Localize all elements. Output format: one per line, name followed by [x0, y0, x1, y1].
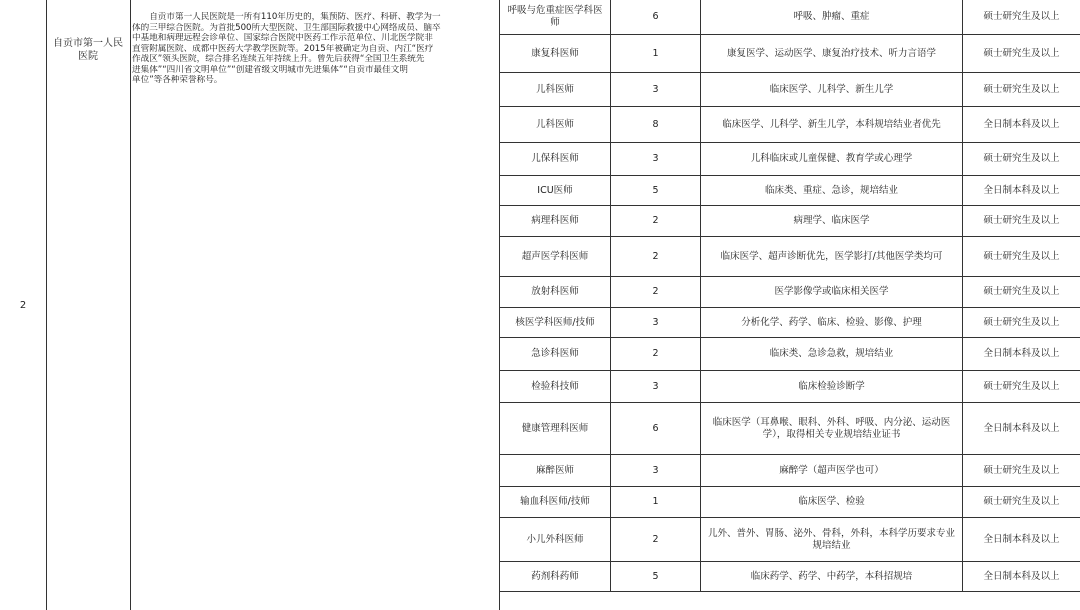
position-count: 1: [652, 47, 659, 59]
position-education: 硕士研究生及以上: [983, 286, 1060, 297]
cell-divider: [610, 107, 611, 142]
cell-divider: [610, 176, 611, 205]
position-title: 康复科医师: [531, 47, 579, 59]
cell-divider: [700, 0, 701, 34]
cell-divider: [700, 143, 701, 175]
cell-divider: [962, 487, 963, 517]
cell-divider: [610, 308, 611, 337]
position-title: 输血科医师/技师: [520, 496, 590, 507]
table-row: [500, 35, 1080, 73]
table-row: [500, 176, 1080, 206]
position-count: 5: [652, 570, 659, 582]
position-count: 3: [652, 464, 659, 476]
position-title: 核医学科医师/技师: [515, 316, 595, 328]
position-count: 3: [652, 83, 659, 95]
description-line: 进集体”“四川省文明单位”“创建省级文明城市先进集体”“自贡市最佳文明: [132, 64, 408, 75]
cell-divider: [610, 403, 611, 454]
position-major: 临床医学、检验: [798, 496, 865, 507]
cell-divider: [962, 107, 963, 142]
position-major: 临床医学、超声诊断优先，医学影打/其他医学类均可: [720, 250, 943, 262]
cell-divider: [610, 371, 611, 402]
position-title: 急诊科医师: [531, 348, 579, 359]
cell-divider: [610, 0, 611, 34]
position-major: 病理学、临床医学: [793, 215, 870, 226]
position-title: 小儿外科医师: [526, 533, 584, 545]
position-count: 6: [652, 11, 659, 22]
position-title: 超声医学科医师: [521, 250, 589, 262]
table-row: [500, 237, 1080, 277]
description-line: 直管附属医院、成都中医药大学教学医院等。2015年被确定为自贡、内江“医疗: [132, 43, 434, 54]
position-major: 临床类、急诊急救，规培结业: [769, 348, 894, 359]
positions-list: [500, 0, 1080, 592]
position-title: 放射科医师: [531, 286, 579, 297]
position-count: 5: [652, 184, 659, 196]
table-row: [500, 455, 1080, 487]
column-divider: [130, 0, 131, 610]
cell-divider: [962, 277, 963, 307]
cell-divider: [962, 371, 963, 402]
table-row: [500, 371, 1080, 403]
cell-divider: [962, 0, 963, 34]
cell-divider: [962, 518, 963, 561]
position-education: 硕士研究生及以上: [983, 250, 1060, 262]
cell-divider: [700, 403, 701, 454]
cell-divider: [700, 308, 701, 337]
position-major: 临床医学、儿科学、新生儿学，本科规培结业者优先: [722, 118, 941, 130]
cell-divider: [700, 176, 701, 205]
position-major: 呼吸、肿瘤、重症: [793, 11, 870, 22]
position-title: 儿科医师: [535, 118, 574, 130]
position-count: 8: [652, 118, 659, 130]
position-count: 2: [652, 533, 659, 545]
cell-divider: [962, 455, 963, 486]
cell-divider: [610, 455, 611, 486]
position-count: 2: [652, 286, 659, 297]
cell-divider: [700, 562, 701, 591]
position-education: 硕士研究生及以上: [983, 380, 1060, 392]
cell-divider: [610, 518, 611, 561]
position-education: 全日制本科及以上: [983, 533, 1060, 545]
position-count: 3: [652, 316, 659, 328]
position-education: 硕士研究生及以上: [983, 316, 1060, 328]
position-count: 2: [652, 250, 659, 262]
cell-divider: [610, 143, 611, 175]
cell-divider: [700, 73, 701, 106]
position-major: 分析化学、药学、临床、检验、影像、护理: [741, 316, 922, 328]
cell-divider: [962, 73, 963, 106]
position-title: 儿保科医师: [531, 153, 579, 164]
cell-divider: [700, 518, 701, 561]
position-education: 全日制本科及以上: [983, 570, 1060, 582]
table-row: [500, 308, 1080, 338]
position-major: 临床检验诊断学: [798, 380, 865, 392]
position-title: 健康管理科医师: [521, 422, 589, 434]
position-count: 3: [652, 153, 659, 164]
description-line: 自贡市第一人民医院是一所有110年历史的，集预防、医疗、科研、教学为一: [132, 12, 441, 22]
cell-divider: [610, 562, 611, 591]
cell-divider: [610, 338, 611, 370]
cell-divider: [962, 35, 963, 72]
hospital-description: [132, 12, 498, 86]
cell-divider: [962, 143, 963, 175]
position-major: 麻醉学（超声医学也可）: [779, 464, 884, 476]
position-title: 呼吸与危重症医学科医师: [507, 5, 603, 28]
cell-divider: [610, 73, 611, 106]
description-line: 作战区”领头医院，综合排名连续五年持续上升。曾先后获得“全国卫生系统先: [132, 54, 425, 64]
position-count: 3: [652, 380, 659, 392]
position-major: 临床医学（耳鼻喉、眼科、外科、呼吸、内分泌、运动医学），取得相关专业规培结业证书: [712, 416, 951, 440]
position-education: 全日制本科及以上: [983, 422, 1060, 434]
position-major: 儿科临床或儿童保健、教育学或心理学: [750, 153, 913, 164]
table-row: [500, 73, 1080, 107]
position-title: 麻醉医师: [535, 464, 574, 476]
cell-divider: [610, 237, 611, 276]
position-education: 全日制本科及以上: [983, 348, 1060, 359]
cell-divider: [700, 487, 701, 517]
position-count: 6: [652, 422, 659, 434]
position-major: 医学影像学或临床相关医学: [774, 286, 889, 297]
position-education: 硕士研究生及以上: [983, 83, 1060, 95]
table-row: [500, 338, 1080, 371]
position-education: 硕士研究生及以上: [983, 11, 1060, 22]
table-row: [500, 403, 1080, 455]
cell-divider: [700, 206, 701, 236]
position-education: 全日制本科及以上: [983, 184, 1060, 196]
cell-divider: [962, 562, 963, 591]
cell-divider: [700, 277, 701, 307]
position-education: 硕士研究生及以上: [983, 464, 1060, 476]
table-row: [500, 562, 1080, 592]
cell-divider: [962, 338, 963, 370]
position-education: 硕士研究生及以上: [983, 47, 1060, 59]
description-line: 单位”等各种荣誉称号。: [132, 75, 223, 85]
table-row: [500, 107, 1080, 143]
position-major: 临床药学、药学、中药学，本科招规培: [750, 570, 913, 582]
position-education: 硕士研究生及以上: [983, 153, 1060, 164]
table-row: [500, 487, 1080, 518]
position-major: 儿外、普外、胃肠、泌外、骨科，外科，本科学历要求专业规培结业: [707, 527, 955, 551]
cell-divider: [610, 35, 611, 72]
position-major: 临床医学、儿科学、新生儿学: [769, 83, 894, 95]
position-title: 病理科医师: [531, 215, 579, 226]
position-education: 全日制本科及以上: [983, 118, 1060, 130]
cell-divider: [610, 487, 611, 517]
cell-divider: [700, 35, 701, 72]
position-count: 2: [652, 348, 659, 359]
cell-divider: [962, 176, 963, 205]
description-line: 中基地和病理远程会诊单位、国家综合医院中医药工作示范单位、川北医学院非: [132, 33, 433, 43]
position-major: 临床类、重症、急诊，规培结业: [764, 184, 898, 196]
table-row: [500, 277, 1080, 308]
entry-number: 2: [19, 299, 27, 311]
position-major: 康复医学、运动医学、康复治疗技术、听力言语学: [726, 47, 936, 59]
position-title: 儿科医师: [535, 83, 574, 95]
position-education: 硕士研究生及以上: [983, 496, 1060, 507]
cell-divider: [700, 455, 701, 486]
position-title: 药剂科药师: [531, 570, 579, 582]
hospital-name: 自贡市第一人民医院: [53, 38, 123, 62]
cell-divider: [962, 206, 963, 236]
table-row: [500, 143, 1080, 176]
cell-divider: [700, 237, 701, 276]
cell-divider: [962, 403, 963, 454]
position-education: 硕士研究生及以上: [983, 215, 1060, 226]
position-count: 1: [652, 496, 659, 507]
cell-divider: [962, 237, 963, 276]
position-count: 2: [652, 215, 659, 226]
position-title: 检验科技师: [531, 380, 579, 392]
cell-divider: [700, 371, 701, 402]
position-title: ICU医师: [537, 184, 573, 196]
table-row: [500, 518, 1080, 562]
table-row: [500, 206, 1080, 237]
description-line: 体的三甲综合医院。为首批500所大型医院、卫生部国际救援中心网络成员、脑卒: [132, 22, 441, 33]
cell-divider: [610, 206, 611, 236]
table-row: [500, 0, 1080, 35]
cell-divider: [962, 308, 963, 337]
cell-divider: [700, 338, 701, 370]
cell-divider: [610, 277, 611, 307]
cell-divider: [700, 107, 701, 142]
